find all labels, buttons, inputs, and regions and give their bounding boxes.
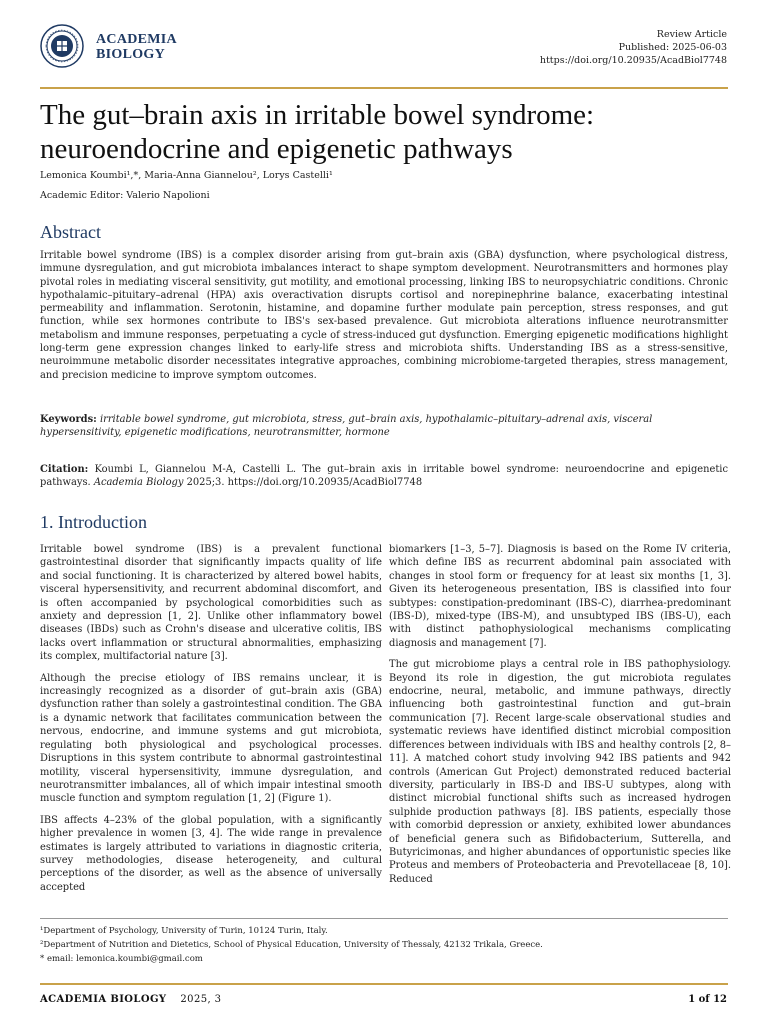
page-number: 1 of 12 bbox=[688, 994, 727, 1005]
footer-divider bbox=[40, 983, 728, 985]
footnotes bbox=[40, 924, 543, 966]
affiliation-1: ¹Department of Psychology, University of Turin, 10124 Turin, Italy. bbox=[40, 926, 328, 936]
intro-paragraph: biomarkers [1–3, 5–7]. Diagnosis is based on the Rome IV criteria, which define IBS as recurrent abdominal pain associated with changes in stool form or frequency for at least six months [1, 3]. Given its heterogeneous presentation, IBS is classified into four subtypes: constipation-predominant (IBS-C), diarrhea-predominant (IBS-D), mixed-type (IBS-M), and unsubtyped IBS (IBS-U), each with distinct pathophysiological mechanisms complicating diagnosis and management [7]. bbox=[389, 544, 731, 649]
journal-seal-icon bbox=[40, 24, 84, 68]
citation bbox=[40, 463, 728, 490]
citation-journal: Academia Biology bbox=[93, 477, 184, 489]
affiliation-2: ²Department of Nutrition and Dietetics, School of Physical Education, University of Thessaly, 42132 Trikala, Greece. bbox=[40, 940, 543, 950]
article-type: Review Article bbox=[656, 29, 727, 40]
citation-text-a: Koumbi L, Giannelou M-A, Castelli L. The gut–brain axis in irritable bowel syndrome: neuroendocrine and epigenetic pathways. bbox=[40, 464, 728, 489]
intro-paragraph: The gut microbiome plays a central role in IBS pathophysiology. Beyond its role in digestion, the gut microbiota regulates endocrine, neural, metabolic, and immune pathways, directly influencing both gastrointestinal function and gut–brain communication [7]. Recent large-scale observational studies and systematic reviews have identified distinct microbial composition differences between individuals with IBS and healthy controls [2, 8–11]. A matched cohort study involving 942 IBS patients and 942 controls (American Gut Project) demonstrated reduced bacterial diversity, particularly in IBS-D and IBS-U subtypes, along with distinct microbial functional shifts such as increased hydrogen sulphide production pathways [8]. IBS patients, especially those with comorbid depression or anxiety, exhibited lower abundances of beneficial genera such as Bifidobacterium, Sutterella, and Butyricimonas, and higher abundances of opportunistic species like Proteus and members of Proteobacteria and Prevotellaceae [8, 10]. Reduced bbox=[389, 659, 731, 885]
corresponding-email: * email: lemonica.koumbi@gmail.com bbox=[40, 954, 203, 964]
keywords-label: Keywords: bbox=[40, 414, 97, 425]
footer-journal-name: ACADEMIA BIOLOGY bbox=[40, 994, 167, 1005]
brand-line-1: ACADEMIA bbox=[96, 32, 177, 47]
citation-label: Citation: bbox=[40, 464, 89, 475]
article-meta bbox=[540, 28, 727, 67]
abstract-heading: Abstract bbox=[40, 222, 101, 242]
doi-link[interactable]: https://doi.org/10.20935/AcadBiol7748 bbox=[539, 55, 727, 66]
intro-paragraph: Although the precise etiology of IBS remains unclear, it is increasingly recognized as a disorder of gut–brain axis (GBA) dysfunction rather than solely a gastrointestinal condition. The GBA is a dynamic network that facilitates communication between the nervous, endocrine, and immune systems and gut microbiota, regulating both physiological and psychological processes. Disruptions in this system contribute to abnormal gastrointestinal motility, visceral hypersensitivity, immune dysregulation, and neurotransmitter imbalances, all of which impair intestinal smooth muscle function and symptom regulation [1, 2] (Figure 1). bbox=[40, 672, 382, 805]
citation-text-b: 2025;3. https://doi.org/10.20935/AcadBiol7748 bbox=[186, 477, 423, 489]
academic-editor: Academic Editor: Valerio Napolioni bbox=[40, 190, 210, 201]
footnote-divider bbox=[40, 918, 728, 919]
journal-brand bbox=[96, 32, 177, 62]
published-date: Published: 2025-06-03 bbox=[618, 42, 727, 53]
intro-paragraph: Irritable bowel syndrome (IBS) is a prevalent functional gastrointestinal disorder that significantly impacts quality of life and social functioning. It is characterized by altered bowel habits, visceral hypersensitivity, and recurrent abdominal discomfort, and is often accompanied by psychological comorbidities such as anxiety and depression [1, 2]. Unlike other inflammatory bowel diseases (IBDs) such as Crohn's disease and ulcerative colitis, IBS lacks overt inflammation or structural abnormalities, emphasizing its complex, multifactorial nature [3]. bbox=[40, 544, 382, 663]
keywords bbox=[40, 413, 728, 440]
intro-left-column bbox=[40, 543, 382, 902]
paper-title: The gut–brain axis in irritable bowel syndrome: neuroendocrine and epigenetic pathways bbox=[40, 99, 595, 165]
intro-right-column bbox=[389, 543, 731, 894]
introduction-heading: 1. Introduction bbox=[40, 512, 147, 532]
abstract-text: Irritable bowel syndrome (IBS) is a complex disorder arising from gut–brain axis (GBA) dysfunction, where psychological distress, immune dysregulation, and gut microbiota imbalances interact to shape symptom development. Neurotransmitters and hormones play pivotal roles in mediating visceral sensitivity, gut motility, and emotional processing, linking IBS to neuropsychiatric conditions. Chronic hypothalamic–pituitary–adrenal (HPA) axis overactivation disrupts cortisol and norepinephrine balance, exacerbating intestinal permeability and inflammation. Serotonin, histamine, and dopamine further modulate pain perception, stress responses, and gut function, while sex hormones contribute to IBS's sex-based prevalence. Gut microbiota alterations influence neurotransmitter metabolism and immune responses, perpetuating a cycle of stress-induced gut dysfunction. Emerging epigenetic modifications highlight long-term gene expression changes linked to early-life stress and microbiota shifts. Understanding IBS as a stress-sensitive, neuroimmune metabolic disorder necessitates integrative approaches, combining microbiome-targeted therapies, stress management, and precision medicine to improve symptom outcomes. bbox=[40, 250, 728, 381]
intro-paragraph: IBS affects 4–23% of the global population, with a significantly higher prevalence in women [3, 4]. The wide range in prevalence estimates is largely attributed to variations in diagnostic criteria, survey methodologies, disease heterogeneity, and cultural perceptions of the disorder, as well as the absence of universally accepted bbox=[40, 814, 382, 893]
header-divider bbox=[40, 87, 728, 89]
keywords-text: irritable bowel syndrome, gut microbiota, stress, gut–brain axis, hypothalamic–pituitary–adrenal axis, visceral hypersensitivity, epigenetic modifications, neurotransmitter, hormone bbox=[40, 414, 653, 439]
brand-line-2: BIOLOGY bbox=[96, 47, 166, 62]
footer-journal bbox=[40, 994, 221, 1005]
author-list: Lemonica Koumbi¹,*, Maria-Anna Giannelou², Lorys Castelli¹ bbox=[40, 170, 333, 181]
footer-volume: 2025, 3 bbox=[180, 994, 222, 1005]
